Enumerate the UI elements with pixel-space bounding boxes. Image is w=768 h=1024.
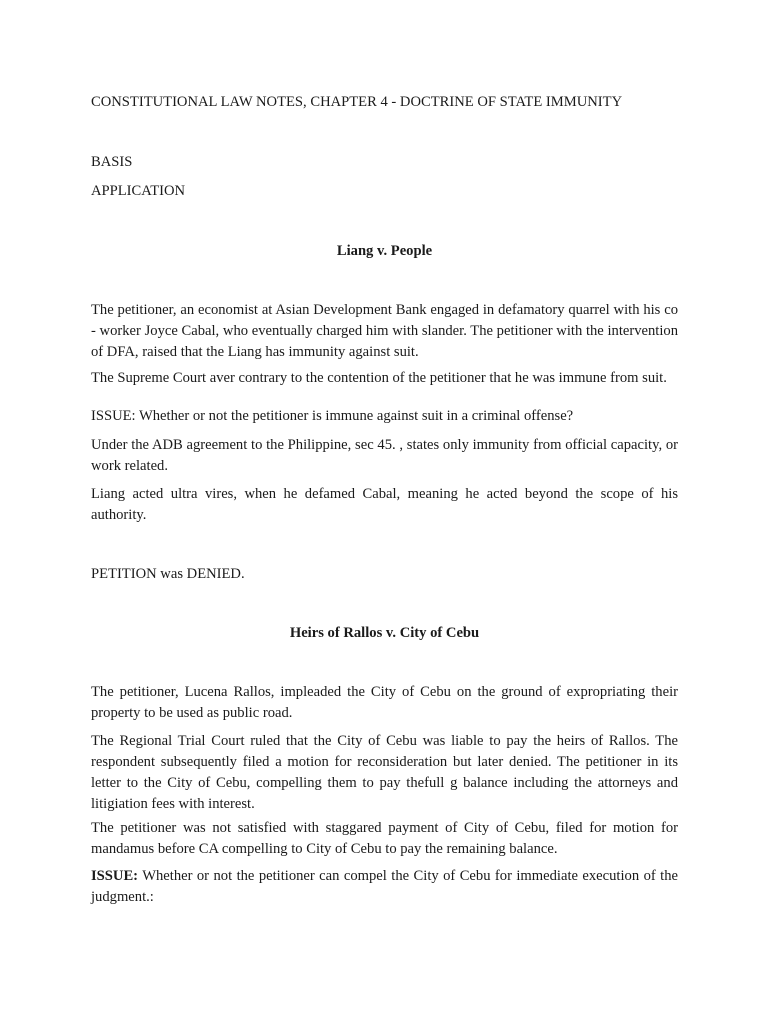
rallos-issue: [91, 866, 678, 908]
case-heading-liang: Liang v. People: [336, 243, 433, 259]
outline-basis: BASIS: [91, 154, 133, 170]
rallos-paragraph-mandamus: The petitioner was not satisfied with staggared payment of City of Cebu, filed for motion for mandamus before CA compelling to City of Cebu to pay the remaining balance.: [91, 820, 678, 857]
rallos-paragraph-rtc-ruling: The Regional Trial Court ruled that the City of Cebu was liable to pay the heirs of Rallos. The respondent subsequently filed a motion for reconsideration but later denied. The petitioner in its letter to the City of Cebu, compelling them to pay thefull g balance including the attorneys and litigiation fees with interest.: [91, 733, 678, 812]
rallos-issue-text: Whether or not the petitioner can compel the City of Cebu for immediate execution of the judgment.:: [91, 868, 678, 905]
case-heading-rallos: Heirs of Rallos v. City of Cebu: [289, 625, 480, 641]
liang-ruling: PETITION was DENIED.: [91, 566, 245, 582]
rallos-issue-label: ISSUE:: [91, 868, 139, 884]
rallos-paragraph-facts: The petitioner, Lucena Rallos, impleaded the City of Cebu on the ground of expropriating their property to be used as public road.: [91, 684, 678, 721]
liang-paragraph-facts: The petitioner, an economist at Asian Development Bank engaged in defamatory quarrel with his co - worker Joyce Cabal, who eventually charged him with slander. The petitioner with the intervention of DFA, raised that the Liang has immunity against suit.: [91, 302, 678, 360]
liang-issue: ISSUE: Whether or not the petitioner is immune against suit in a criminal offense?: [91, 408, 574, 424]
liang-paragraph-supreme-court: The Supreme Court aver contrary to the contention of the petitioner that he was immune from suit.: [91, 370, 667, 386]
liang-paragraph-ultra-vires: Liang acted ultra vires, when he defamed Cabal, meaning he acted beyond the scope of his authority.: [91, 486, 678, 523]
liang-paragraph-adb-agreement: Under the ADB agreement to the Philippine, sec 45. , states only immunity from official capacity, or work related.: [91, 437, 678, 474]
document-title: CONSTITUTIONAL LAW NOTES, CHAPTER 4 - DOCTRINE OF STATE IMMUNITY: [91, 94, 623, 110]
outline-application: APPLICATION: [91, 183, 186, 199]
